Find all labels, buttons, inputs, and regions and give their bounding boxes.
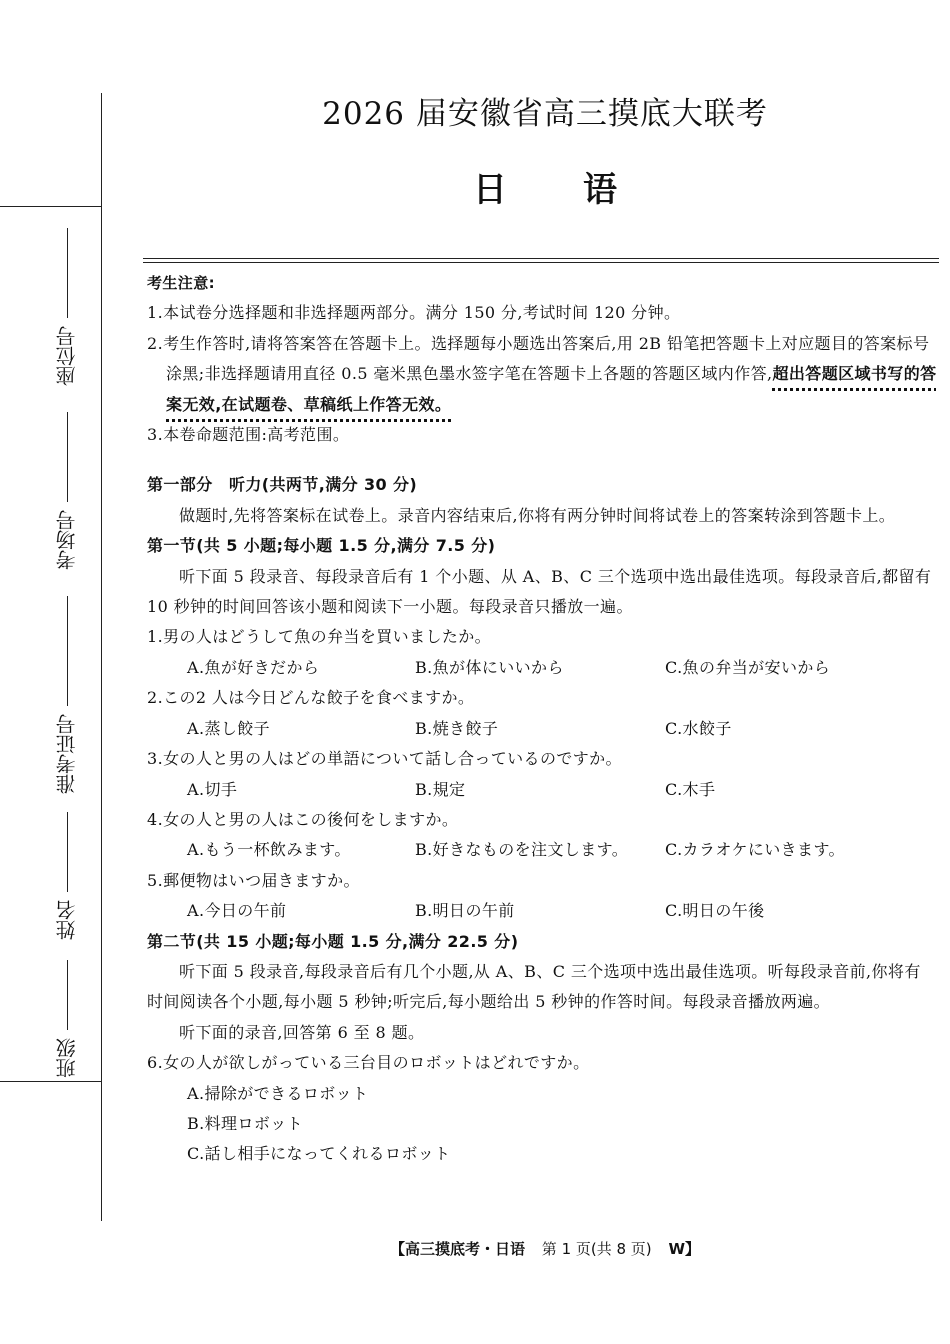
- option-b: B.好きなものを注文します。: [415, 840, 629, 860]
- option-c: C.明日の午後: [665, 901, 765, 921]
- page-footer: [150, 1238, 940, 1259]
- name-label: 姓名: [55, 900, 79, 940]
- question-4-options: [147, 835, 937, 865]
- footer-version: W】: [668, 1240, 700, 1258]
- option-b: B.明日の午前: [415, 901, 515, 921]
- binding-top-line: [0, 206, 101, 207]
- footer-exam-name: 【高三摸底考・日语: [390, 1240, 526, 1258]
- question-1-options: [147, 653, 937, 683]
- header-rule-top: [143, 258, 939, 259]
- seat-number-label: 座位号: [55, 326, 79, 386]
- class-label: 班级: [55, 1038, 79, 1078]
- question-3-options: [147, 775, 937, 805]
- subject-title: 日 语: [473, 170, 617, 210]
- option-a: A.もう一杯飲みます。: [187, 840, 351, 860]
- section2-intro: 听下面 5 段录音,每段录音后有几个小题,从 A、B、C 三个选项中选出最佳选项。听每段录音前,你将有时间阅读各个小题,每小题 5 秒钟;听完后,每小题给出 5 秒钟的作答时间。每段录音播放两遍。: [147, 961, 921, 1012]
- name-field[interactable]: [52, 812, 82, 948]
- exam-content: [147, 268, 937, 1170]
- seat-number-field[interactable]: [52, 228, 82, 394]
- binding-vertical-line: [101, 93, 102, 1221]
- option-b: B.規定: [415, 779, 466, 799]
- option-c: C.魚の弁当が安いから: [665, 657, 831, 677]
- ticket-number-label: 准考证号: [55, 714, 79, 794]
- class-field[interactable]: [52, 960, 82, 1086]
- question-2-options: [147, 714, 937, 744]
- question-3: 3.女の人と男の人はどの単語について話し合っているのですか。: [147, 749, 622, 769]
- option-a: A.蒸し餃子: [187, 718, 271, 738]
- notice-emphasis: 超出答题区域书写的答案无效,在试题卷、草稿纸上作答无效。: [166, 364, 937, 414]
- notice-item-2: 2.考生作答时,请将答案答在答题卡上。选择题每小题选出答案后,用 2B 铅笔把答题卡上对应题目的答案标号涂黑;非选择题请用直径 0.5 毫米黑色墨水签字笔在答题卡上各题的答题区域内作答,超出答题区域书写的答案无效,在试题卷、草稿纸上作答无效。: [147, 333, 937, 414]
- section1-intro: 听下面 5 段录音、每段录音后有 1 个小题、从 A、B、C 三个选项中选出最佳选项。每段录音后,都留有 10 秒钟的时间回答该小题和阅读下一小题。每段录音只播放一遍。: [147, 566, 932, 617]
- notice-item-3: 3.本卷命题范围:高考范围。: [147, 425, 350, 445]
- option-c: C.話し相手になってくれるロボット: [187, 1144, 451, 1164]
- question-1: 1.男の人はどうして魚の弁当を買いましたか。: [147, 627, 492, 647]
- exam-room-label: 考场号: [55, 510, 79, 570]
- notice-title: 考生注意:: [147, 274, 215, 292]
- question-5: 5.郵便物はいつ届きますか。: [147, 870, 360, 890]
- ticket-number-field[interactable]: [52, 596, 82, 802]
- option-a: A.掃除ができるロボット: [187, 1083, 369, 1103]
- option-c: C.木手: [665, 779, 716, 799]
- option-b: B.料理ロボット: [187, 1113, 304, 1133]
- binding-bottom-line: [0, 1081, 101, 1082]
- option-a: A.今日の午前: [187, 901, 287, 921]
- question-4: 4.女の人と男の人はこの後何をしますか。: [147, 809, 459, 829]
- option-c: C.カラオケにいきます。: [665, 840, 845, 860]
- question-5-options: [147, 896, 937, 926]
- part1-title: 第一部分 听力(共两节,满分 30 分): [147, 475, 418, 495]
- option-c: C.水餃子: [665, 718, 732, 738]
- exam-room-field[interactable]: [52, 412, 82, 578]
- section2-title: 第二节(共 15 小题;每小题 1.5 分,满分 22.5 分): [147, 931, 519, 951]
- section1-title: 第一节(共 5 小题;每小题 1.5 分,满分 7.5 分): [147, 536, 496, 556]
- header-rule-bottom: [143, 262, 939, 263]
- option-b: B.魚が体にいいから: [415, 657, 564, 677]
- question-2: 2.この2 人は今日どんな餃子を食べますか。: [147, 688, 475, 708]
- option-a: A.切手: [187, 779, 238, 799]
- exam-title: 2026 届安徽省高三摸底大联考: [322, 96, 768, 132]
- notice-item-1: 1.本试卷分选择题和非选择题两部分。满分 150 分,考试时间 120 分钟。: [147, 303, 681, 323]
- part1-intro: 做题时,先将答案标在试卷上。录音内容结束后,你将有两分钟时间将试卷上的答案转涂到答题卡上。: [179, 505, 896, 525]
- footer-page-number: 第 1 页(共 8 页): [541, 1240, 652, 1258]
- option-a: A.魚が好きだから: [187, 657, 320, 677]
- question-6: 6.女の人が欲しがっている三台目のロボットはどれですか。: [147, 1053, 590, 1073]
- option-b: B.焼き餃子: [415, 718, 499, 738]
- listen-instruction: 听下面的录音,回答第 6 至 8 题。: [179, 1022, 425, 1042]
